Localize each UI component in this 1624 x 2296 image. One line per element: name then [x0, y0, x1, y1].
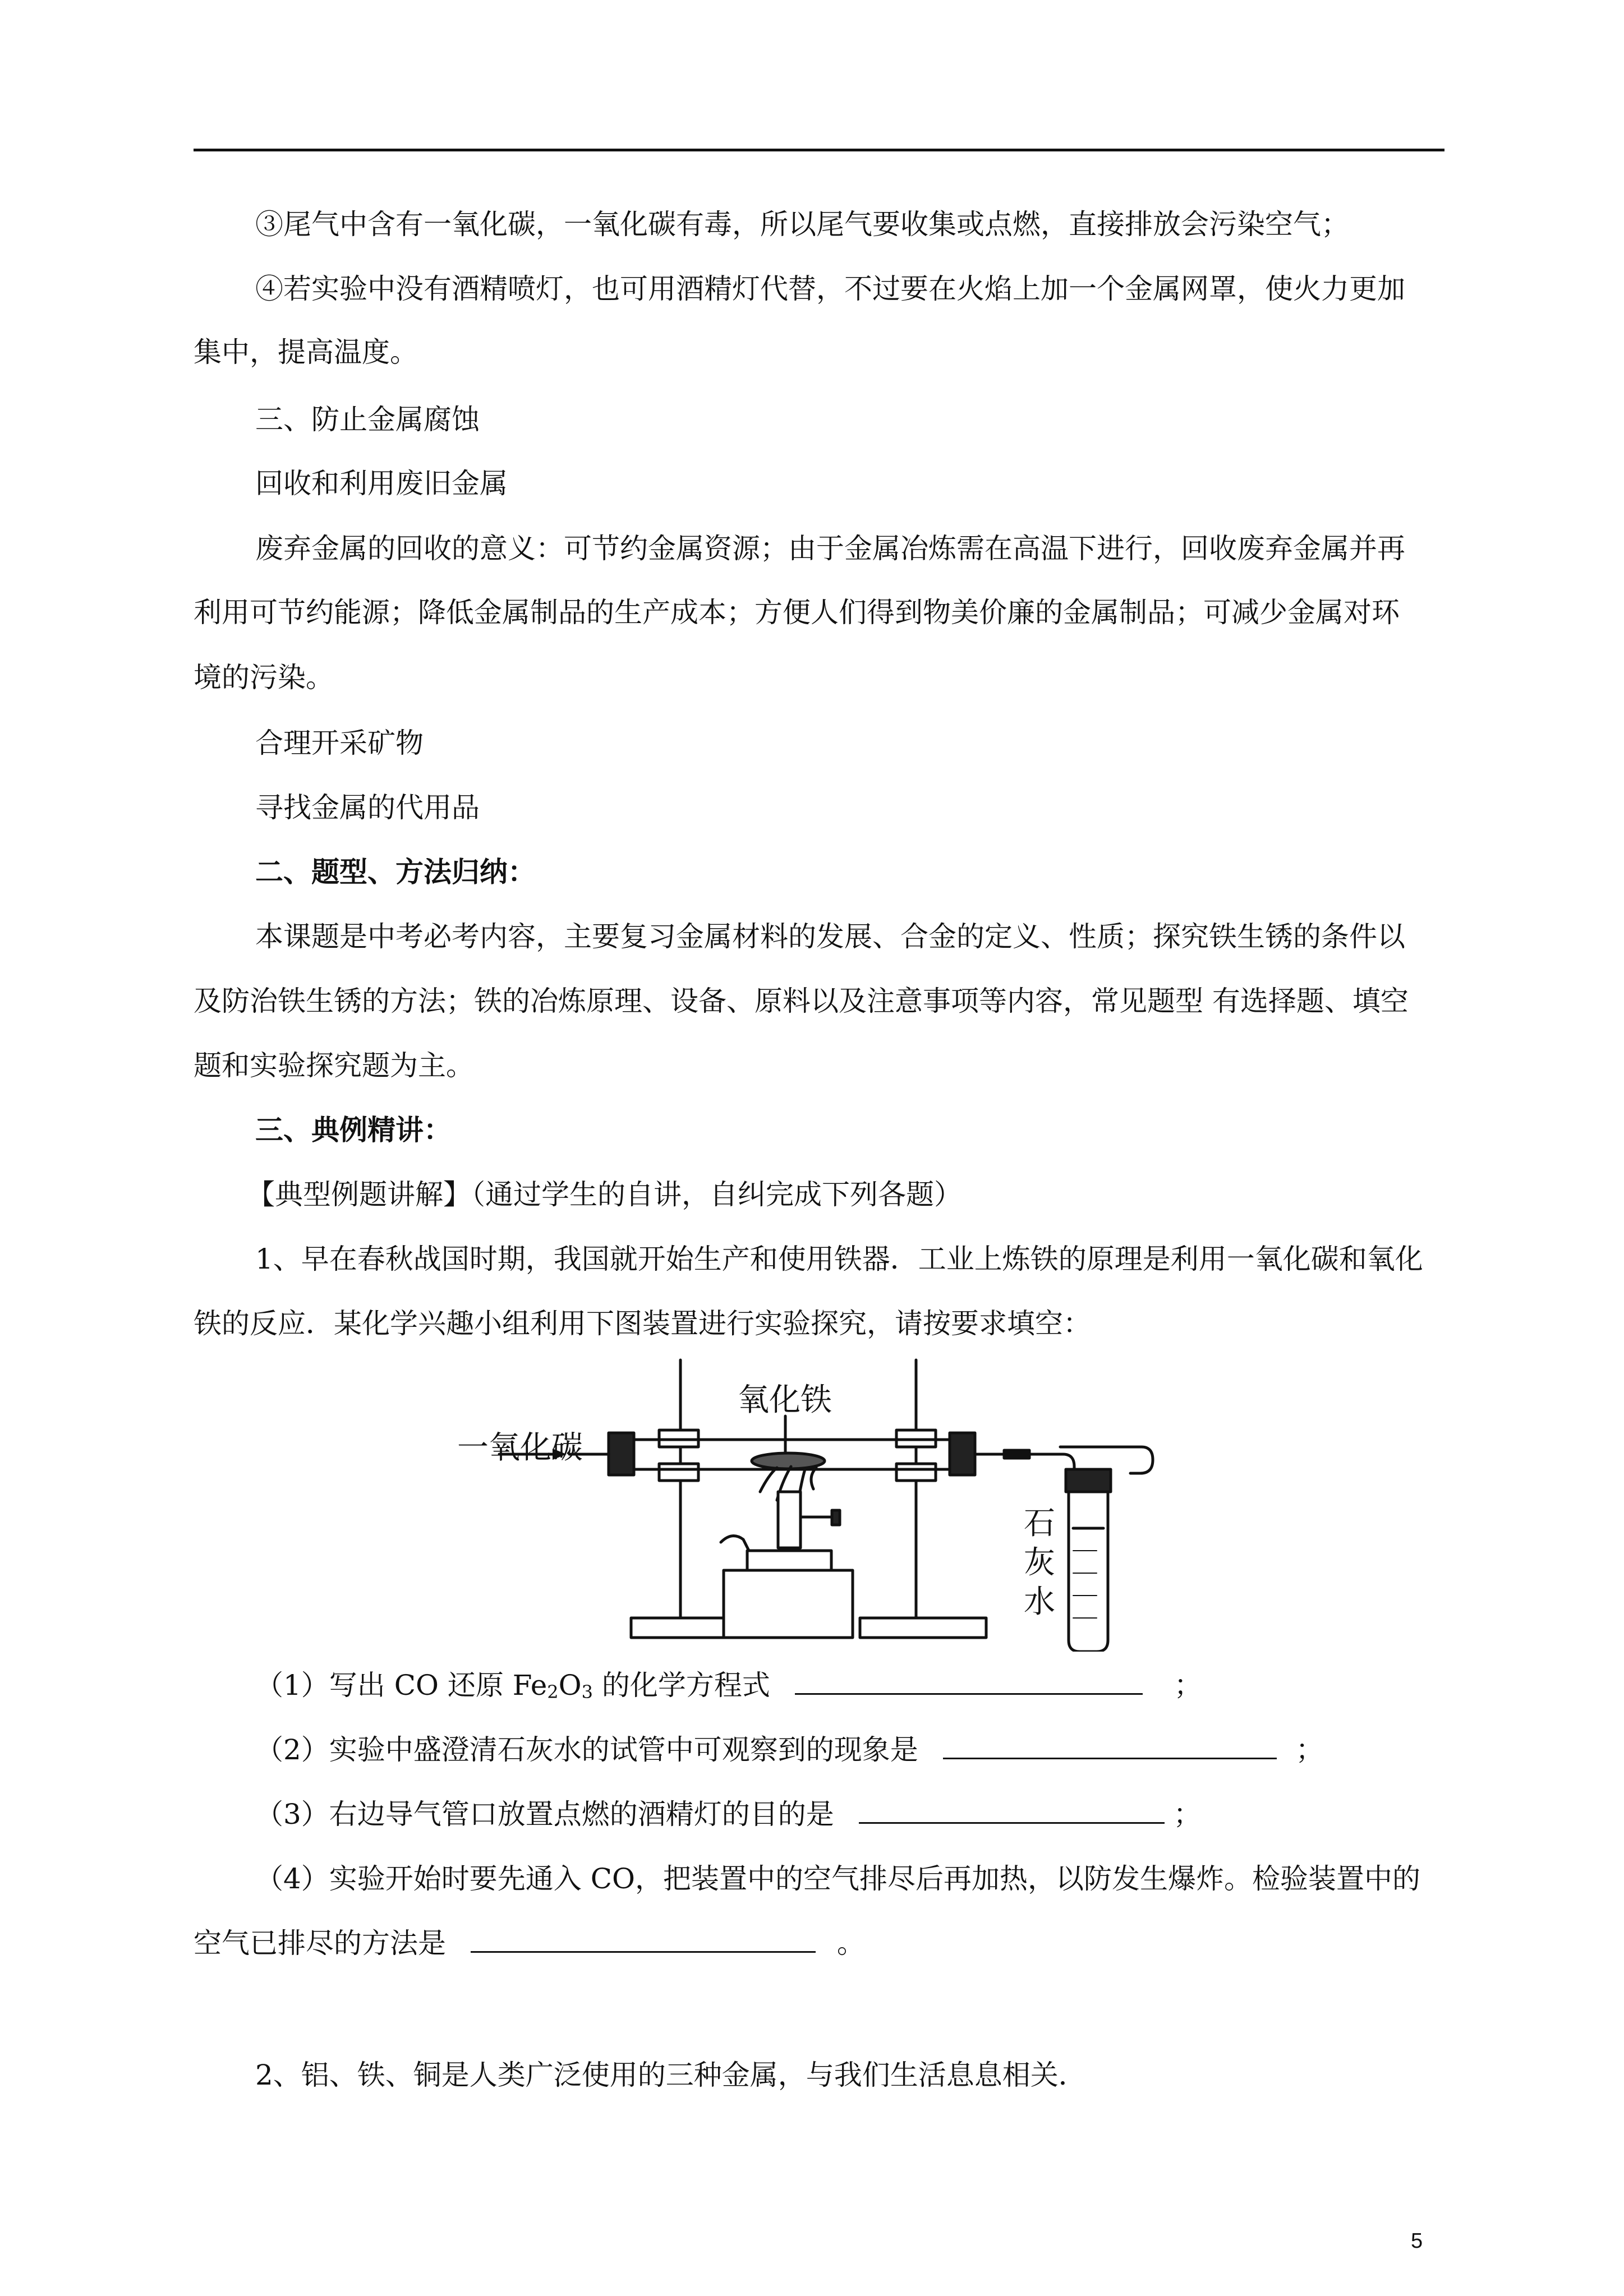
left-stopper [609, 1433, 634, 1475]
paragraph-recycling-line3: 境的污染。 [194, 661, 334, 694]
answer-blank-3[interactable] [859, 1797, 1165, 1824]
question1-line2: 铁的反应．某化学兴趣小组利用下图装置进行实验探究，请按要求填空： [194, 1307, 1091, 1340]
paragraph-topic-line3: 题和实验探究题为主。 [194, 1049, 474, 1082]
right-clamp-bottom [896, 1464, 936, 1481]
label-carbon-monoxide: 一氧化碳 [457, 1430, 583, 1466]
burner-nozzle [778, 1492, 801, 1548]
apparatus-diagram-svg [457, 1349, 1198, 1652]
subquestion-1 [255, 1668, 1202, 1709]
subquestion-2-text: （2）实验中盛澄清石灰水的试管中可观察到的现象是 [255, 1733, 918, 1766]
apparatus-diagram [457, 1349, 1198, 1652]
subquestion-4-end: 。 [836, 1927, 865, 1960]
subquestion-4-text: 空气已排尽的方法是 [194, 1927, 446, 1960]
section-heading-examples-text: 三、典例精讲： [255, 1113, 452, 1146]
left-stand-base [631, 1618, 726, 1638]
subquestion-2 [255, 1733, 1324, 1767]
subscript-3: 3 [581, 1681, 594, 1703]
oxygen-symbol: O [558, 1669, 582, 1702]
label-lime-2: 灰 [1024, 1545, 1055, 1581]
answer-blank-1[interactable] [795, 1668, 1143, 1695]
question1-line1: 1、早在春秋战国时期，我国就开始生产和使用铁器．工业上炼铁的原理是利用一氧化碳和氧化 [255, 1243, 1423, 1275]
subquestion-1-suffix: 的化学方程式 [593, 1669, 770, 1702]
answer-blank-4[interactable] [471, 1926, 816, 1953]
subscript-2: 2 [547, 1681, 559, 1703]
question2: 2、铝、铁、铜是人类广泛使用的三种金属，与我们生活息息相关． [255, 2059, 1087, 2091]
subheading-recycling: 回收和利用废旧金属 [255, 467, 508, 500]
section-heading-corrosion: 三、防止金属腐蚀 [255, 403, 480, 436]
subquestion-4-line2 [194, 1926, 865, 1960]
subquestion-3-text: （3）右边导气管口放置点燃的酒精灯的目的是 [255, 1798, 834, 1831]
paragraph-alcohol-lamp-line1: ④若实验中没有酒精喷灯，也可用酒精灯代替，不过要在火焰上加一个金属网罩，使火力更加 [255, 273, 1405, 305]
paragraph-example-intro: 【典型例题讲解】（通过学生的自讲，自纠完成下列各题） [247, 1178, 962, 1211]
subheading-mining: 合理开采矿物 [255, 727, 424, 759]
right-stopper [950, 1433, 975, 1475]
test-tube-stopper [1066, 1469, 1111, 1492]
label-iron-oxide: 氧化铁 [738, 1382, 832, 1418]
header-rule [194, 149, 1444, 151]
label-lime-1: 石 [1024, 1505, 1055, 1542]
answer-blank-2[interactable] [943, 1733, 1277, 1759]
paragraph-alcohol-lamp-line2: 集中，提高温度。 [194, 336, 418, 368]
iron-oxide-powder [752, 1453, 825, 1469]
rubber-connector [1004, 1450, 1029, 1458]
section-heading-methods-text: 二、题型、方法归纳： [255, 855, 536, 888]
left-clamp-bottom [659, 1464, 698, 1481]
subquestion-1-prefix: （1）写出 CO 还原 Fe [255, 1669, 548, 1702]
page-number: 5 [1411, 2229, 1423, 2253]
subquestion-3 [255, 1797, 1202, 1831]
label-lime-3: 水 [1024, 1584, 1055, 1620]
paragraph-recycling-line2: 利用可节约能源；降低金属制品的生产成本；方便人们得到物美价廉的金属制品；可减少金属对环 [194, 596, 1400, 629]
subquestion-4-line1: （4）实验开始时要先通入 CO，把装置中的空气排尽后再加热，以防发生爆炸。检验装置中的 [255, 1862, 1420, 1895]
section-heading-examples [255, 1113, 452, 1147]
section-heading-methods [255, 855, 536, 889]
subquestion-1-end: ； [1174, 1669, 1202, 1702]
subheading-substitutes: 寻找金属的代用品 [255, 791, 480, 824]
paragraph-recycling-line1: 废弃金属的回收的意义：可节约金属资源；由于金属冶炼需在高温下进行，回收废弃金属并再 [255, 532, 1405, 565]
burner-body [724, 1570, 853, 1638]
test-tube [1069, 1479, 1108, 1652]
subquestion-3-end: ； [1173, 1798, 1202, 1831]
paragraph-topic-line2: 及防治铁生锈的方法；铁的冶炼原理、设备、原料以及注意事项等内容，常见题型 有选择题、填空 [194, 985, 1409, 1017]
burner-valve [832, 1510, 840, 1525]
paragraph-topic-line1: 本课题是中考必考内容，主要复习金属材料的发展、合金的定义、性质；探究铁生锈的条件以 [255, 920, 1405, 953]
paragraph-tail-gas: ③尾气中含有一氧化碳，一氧化碳有毒，所以尾气要收集或点燃，直接排放会污染空气； [255, 208, 1349, 241]
subquestion-2-end: ； [1295, 1733, 1324, 1766]
right-stand-base [860, 1618, 986, 1638]
